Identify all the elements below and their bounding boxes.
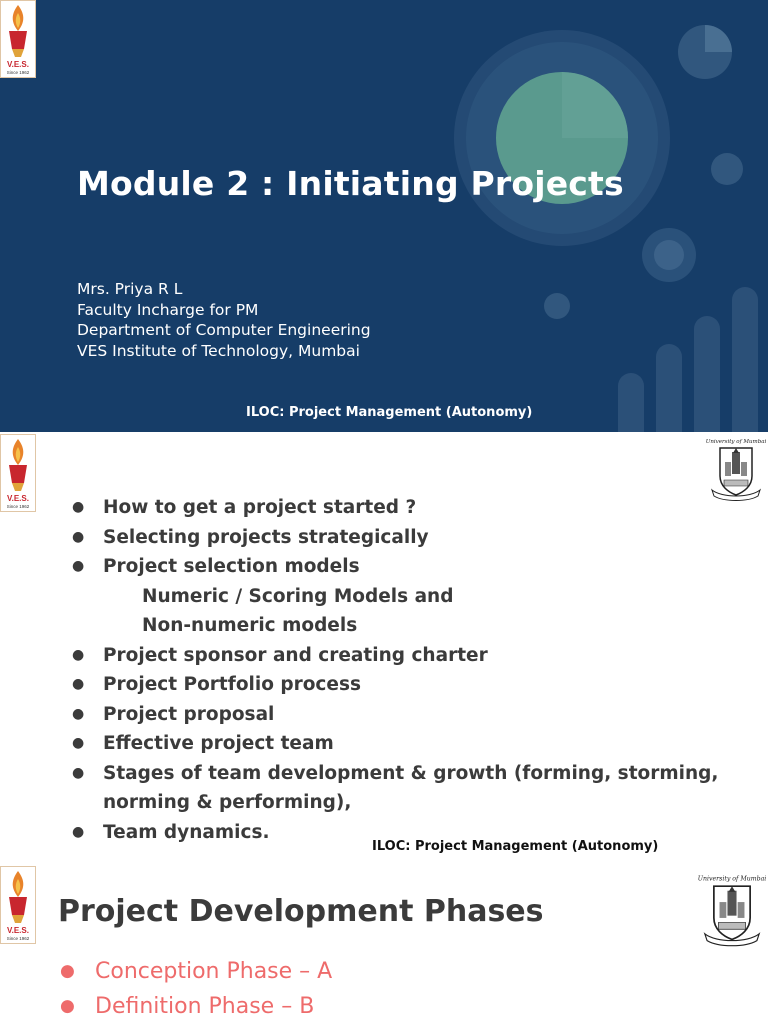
decorative-circles xyxy=(0,0,768,432)
list-item: ● Conception Phase – A xyxy=(60,959,333,984)
ves-logo xyxy=(0,434,36,512)
list-item: ● Project proposal xyxy=(72,703,275,725)
ves-logo xyxy=(0,0,36,78)
phases-list xyxy=(58,954,332,1024)
svg-text:Since 1962: Since 1962 xyxy=(6,504,30,509)
list-item: ● Selecting projects strategically xyxy=(72,526,429,548)
list-item: ● Team dynamics. xyxy=(72,821,270,843)
agenda-list xyxy=(64,493,718,847)
svg-text:V.E.S.: V.E.S. xyxy=(7,60,29,69)
list-item: ● Project sponsor and creating charter xyxy=(72,644,488,666)
ves-logo xyxy=(0,866,36,944)
iloc-footer: ILOC: Project Management (Autonomy) xyxy=(246,405,533,420)
list-item: ● Effective project team xyxy=(72,733,334,754)
list-item: ● How to get a project started ? xyxy=(72,497,417,518)
svg-text:Since 1962: Since 1962 xyxy=(6,70,30,75)
list-item: ● Project Portfolio process xyxy=(72,674,361,695)
svg-text:V.E.S.: V.E.S. xyxy=(7,926,29,935)
department: Department of Computer Engineering xyxy=(77,321,371,339)
list-item: ● Stages of team development & growth (forming, storming, xyxy=(72,762,719,784)
svg-text:University of Mumbai: University of Mumbai xyxy=(698,875,766,883)
list-item: ● Project selection models xyxy=(72,556,360,577)
presenter-info xyxy=(77,279,371,361)
university-crest xyxy=(698,870,766,950)
phases-title: Project Development Phases xyxy=(58,894,544,929)
presenter-name: Mrs. Priya R L xyxy=(77,280,183,298)
title-slide xyxy=(0,0,768,432)
iloc-footer: ILOC: Project Management (Autonomy) xyxy=(372,839,659,854)
svg-text:V.E.S.: V.E.S. xyxy=(7,494,29,503)
list-item: Non-numeric models xyxy=(142,615,358,636)
list-item: ● Definition Phase – B xyxy=(60,994,315,1019)
institute: VES Institute of Technology, Mumbai xyxy=(77,341,360,360)
svg-text:University of Mumbai: University of Mumbai xyxy=(706,439,766,445)
slide-title: Module 2 : Initiating Projects xyxy=(77,164,624,203)
presenter-role: Faculty Incharge for PM xyxy=(77,300,259,319)
list-item: Numeric / Scoring Models and xyxy=(142,585,454,607)
list-item: norming & performing), xyxy=(103,792,352,813)
svg-text:Since 1962: Since 1962 xyxy=(6,936,30,941)
